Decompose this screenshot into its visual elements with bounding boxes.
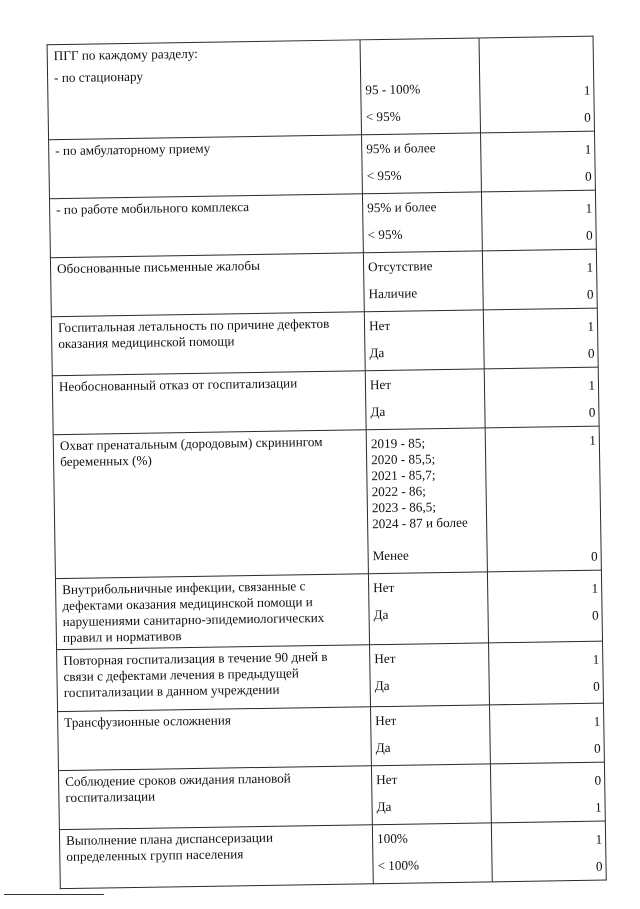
- score-value: 1: [585, 200, 593, 216]
- score-value: 1: [583, 82, 591, 98]
- score-value: 0: [595, 858, 603, 874]
- option-text: 95% и более: [367, 199, 437, 216]
- score-cell: [484, 367, 599, 428]
- option-text: < 100%: [377, 857, 420, 874]
- criterion-text: Трансфузионные осложнения: [64, 712, 232, 731]
- option-cell: [371, 705, 491, 766]
- score-value: 1: [595, 831, 603, 847]
- option-text: 2019 - 85;: [370, 435, 426, 452]
- option-text: Да: [370, 403, 386, 420]
- criterion-text: оказания медицинской помощи: [58, 333, 235, 352]
- criterion-cell: [55, 574, 369, 650]
- score-value: 1: [588, 377, 596, 393]
- score-value: 0: [593, 740, 601, 756]
- option-text: Отсутствие: [367, 258, 433, 275]
- score-value: 0: [584, 109, 591, 125]
- criterion-text: Соблюдение сроков ожидания плановой: [65, 770, 291, 790]
- option-text: 2021 - 85,7;: [371, 467, 436, 484]
- criterion-cell: [59, 825, 373, 889]
- option-text: Нет: [374, 650, 396, 667]
- table-row: [53, 426, 601, 579]
- option-text: 2022 - 86;: [371, 483, 426, 500]
- option-cell: [362, 133, 482, 194]
- score-value: 0: [584, 168, 592, 184]
- score-cell: [490, 762, 605, 823]
- table-row: [49, 131, 596, 199]
- score-cell: [489, 703, 604, 764]
- criterion-text: Госпитальная летальность по причине дефектов: [57, 315, 330, 336]
- option-text: Нет: [376, 771, 398, 788]
- option-text: Да: [373, 606, 389, 623]
- option-text: Да: [376, 798, 392, 815]
- score-cell: [481, 190, 596, 251]
- table-row: [52, 367, 599, 435]
- criterion-text: - по работе мобильного комплекса: [56, 199, 250, 218]
- score-cell: [482, 249, 597, 310]
- criterion-cell: [58, 766, 372, 830]
- criterion-text: правил и нормативов: [62, 628, 182, 646]
- option-cell: [366, 428, 487, 574]
- criterion-text: - по амбулаторному приему: [55, 140, 211, 159]
- criterion-text: нарушениями санитарно-эпидемиологических: [62, 609, 325, 630]
- option-text: Да: [375, 739, 391, 756]
- criterion-text: Внутрибольничные инфекции, связанные с: [62, 578, 306, 598]
- score-value: 0: [593, 678, 600, 694]
- criterion-cell: [47, 40, 361, 140]
- criterion-cell: [58, 707, 372, 771]
- score-value: 0: [585, 227, 593, 243]
- score-value: 0: [588, 404, 596, 420]
- score-value: 1: [591, 580, 599, 596]
- criterion-text: Выполнение плана диспансеризации: [65, 829, 274, 849]
- table-row: [51, 308, 598, 376]
- criterion-cell: [52, 371, 366, 435]
- table-row: [49, 190, 596, 258]
- option-text: Менее: [372, 547, 409, 564]
- score-cell: [481, 131, 596, 192]
- option-cell: [364, 310, 484, 371]
- criterion-text: связи с дефектами лечения в предыдущей: [63, 665, 299, 685]
- score-value: 0: [586, 286, 594, 302]
- table-row: [47, 36, 594, 140]
- score-value: 0: [590, 548, 598, 564]
- score-value: 1: [589, 432, 596, 448]
- score-cell: [487, 570, 602, 643]
- criterion-cell: [49, 135, 363, 199]
- criterion-cell: [49, 194, 363, 258]
- criterion-text: дефектами оказания медицинской помощи и: [62, 594, 313, 614]
- score-value: 1: [592, 651, 600, 667]
- table-row: [57, 641, 604, 712]
- table-row: [58, 703, 605, 771]
- criterion-text: ПГГ по каждому разделу:: [53, 45, 198, 64]
- option-text: < 95%: [365, 108, 401, 125]
- score-cell: [489, 641, 604, 705]
- criterion-text: - по стационару: [53, 68, 144, 86]
- score-value: 1: [594, 799, 602, 815]
- option-cell: [371, 764, 491, 825]
- score-value: 1: [587, 318, 595, 334]
- option-text: Да: [374, 677, 390, 694]
- option-text: Нет: [375, 712, 397, 729]
- option-text: Нет: [373, 579, 395, 596]
- option-text: 2023 - 86,5;: [371, 499, 437, 516]
- footnote-separator: [4, 894, 104, 895]
- option-cell: [365, 369, 485, 430]
- criterion-text: Повторная госпитализация в течение 90 дней в: [63, 648, 328, 669]
- option-text: < 95%: [367, 226, 403, 243]
- score-value: 1: [593, 713, 601, 729]
- criterion-text: Охват пренатальным (дородовым) скринингом: [59, 433, 323, 454]
- option-text: 100%: [376, 830, 408, 847]
- score-cell: [485, 426, 601, 572]
- option-text: Нет: [368, 317, 391, 334]
- table-row: [59, 821, 606, 889]
- criterion-text: Необоснованный отказ от госпитализации: [58, 375, 298, 395]
- option-text: Да: [369, 344, 385, 361]
- option-text: < 95%: [366, 167, 402, 184]
- score-value: 0: [587, 345, 595, 361]
- option-text: Наличие: [368, 285, 418, 302]
- criterion-cell: [50, 253, 364, 317]
- criterion-text: госпитализации в данном учреждении: [63, 681, 280, 701]
- option-cell: [370, 643, 490, 707]
- table-row: [50, 249, 597, 317]
- score-value: 0: [594, 772, 602, 788]
- option-text: 2020 - 85,5;: [371, 451, 436, 468]
- score-cell: [479, 36, 594, 133]
- score-cell: [491, 821, 606, 882]
- option-text: 95% и более: [366, 140, 436, 157]
- criterion-text: беременных (%): [60, 452, 152, 470]
- score-cell: [483, 308, 598, 369]
- criterion-cell: [53, 430, 368, 579]
- option-text: 95 - 100%: [365, 81, 421, 98]
- option-cell: [362, 192, 482, 253]
- score-value: 1: [584, 141, 592, 157]
- criterion-cell: [51, 312, 365, 376]
- table-row: [58, 762, 605, 830]
- option-text: Нет: [369, 376, 392, 393]
- criterion-text: Обоснованные письменные жалобы: [56, 257, 261, 277]
- criterion-text: определенных групп населения: [66, 846, 244, 865]
- criterion-cell: [57, 645, 371, 712]
- criteria-table: [47, 36, 607, 889]
- criterion-text: госпитализации: [65, 788, 156, 806]
- option-text: 2024 - 87 и более: [372, 514, 468, 532]
- table-row: [55, 570, 602, 650]
- option-cell: [368, 572, 488, 645]
- option-cell: [372, 823, 492, 884]
- option-cell: [363, 251, 483, 312]
- score-value: 1: [586, 259, 594, 275]
- option-cell: [360, 38, 480, 135]
- score-value: 0: [591, 607, 599, 623]
